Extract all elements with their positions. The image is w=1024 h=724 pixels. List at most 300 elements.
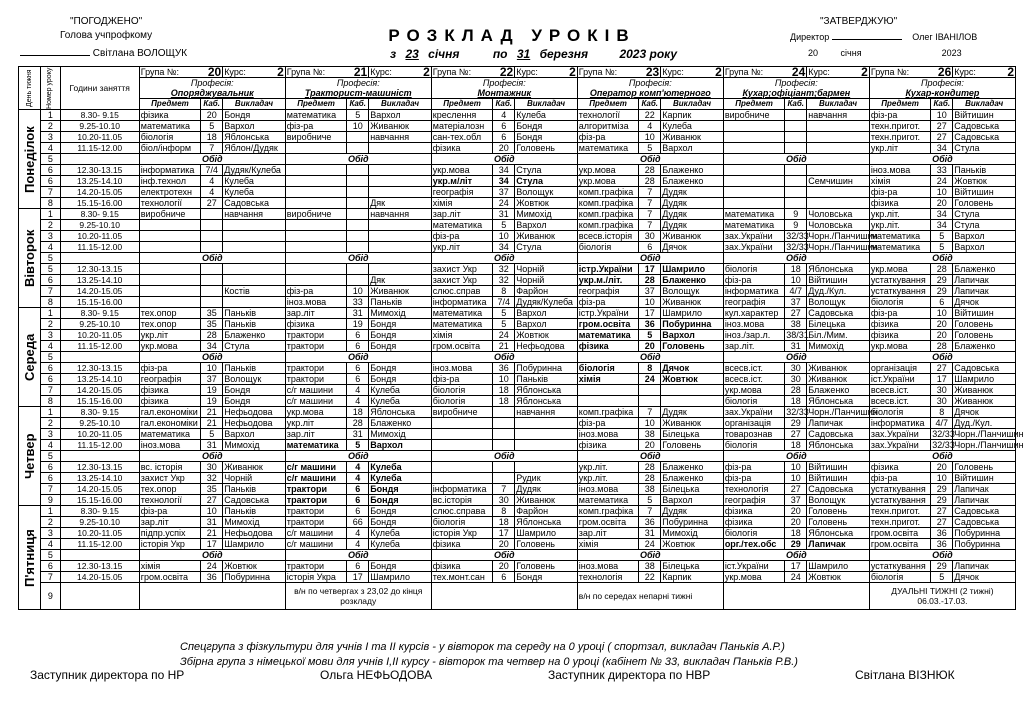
teacher-cell: Фарйон [515, 286, 578, 297]
room-cell [347, 231, 369, 242]
empty-cell [431, 583, 577, 610]
lesson-number: 7 [40, 286, 60, 297]
subject-cell: інформатика [431, 297, 492, 308]
subject-cell: всесв.іст. [869, 396, 930, 407]
subject-cell [723, 132, 784, 143]
room-cell: 24 [639, 374, 661, 385]
teacher-cell: Головень [807, 506, 870, 517]
teacher-cell: Садовська [807, 429, 870, 440]
profession-label: Професія: [628, 78, 672, 88]
lesson-row [19, 275, 1016, 286]
subject-cell: технології [577, 110, 638, 121]
lesson-time: 9.25-10.10 [60, 319, 139, 330]
room-cell: 20 [493, 539, 515, 550]
subject-cell: укр.літ [431, 242, 492, 253]
from-day: 23 [405, 47, 419, 61]
room-cell: 20 [639, 341, 661, 352]
teacher-cell: Бондя [369, 561, 432, 572]
room-cell: 5 [493, 220, 515, 231]
teacher-cell: Лапичак [807, 418, 870, 429]
teacher-cell: Яблонська [515, 396, 578, 407]
lesson-row [19, 572, 1016, 583]
day-column-header: День тижня [19, 67, 41, 110]
from-month: січня [428, 47, 460, 61]
room-cell: 17 [639, 264, 661, 275]
teacher-cell: Шамрило [661, 264, 724, 275]
teacher-cell: навчання [807, 110, 870, 121]
room-cell: 7 [639, 209, 661, 220]
room-cell: 4/7 [931, 418, 953, 429]
profession-cell [869, 78, 1015, 99]
room-cell: 38 [785, 319, 807, 330]
course-number: 2 [569, 65, 576, 79]
teacher-cell: Садовська [953, 517, 1016, 528]
subject-cell: укр.м/літ [431, 176, 492, 187]
lunch-cell: Обід [869, 352, 1015, 363]
subject-cell [431, 473, 492, 484]
approve-label: "ЗАТВЕРДЖУЮ" [820, 16, 898, 27]
subject-cell: комп.графіка [577, 187, 638, 198]
room-cell: 10 [785, 462, 807, 473]
room-cell: 5 [639, 495, 661, 506]
sig-left-role: Заступник директора по НР [30, 668, 185, 682]
teacher-cell: Садовська [223, 495, 286, 506]
subject-cell: математика [139, 121, 200, 132]
room-cell: 31 [639, 528, 661, 539]
room-cell: 24 [493, 198, 515, 209]
room-cell: 18 [785, 440, 807, 451]
room-cell: 27 [931, 121, 953, 132]
subject-cell: іноз./зар.л. [723, 330, 784, 341]
lesson-number: 7 [40, 187, 60, 198]
room-cell: 20 [785, 517, 807, 528]
room-cell [201, 209, 223, 220]
lesson-number: 4 [40, 143, 60, 154]
teacher-cell: Дячок [661, 242, 724, 253]
teacher-cell [223, 297, 286, 308]
teacher-cell: Живанюк [953, 385, 1016, 396]
room-cell: 6 [347, 561, 369, 572]
teacher-cell: Бондя [223, 110, 286, 121]
lesson-row [19, 352, 1016, 363]
subject-cell: математика [577, 143, 638, 154]
lesson-time: 9.25-10.10 [60, 517, 139, 528]
room-cell: 34 [931, 209, 953, 220]
lesson-time [60, 583, 139, 610]
subject-cell [577, 396, 638, 407]
teacher-cell: Паньків [369, 297, 432, 308]
subject-header: Предмет [869, 99, 930, 110]
teacher-cell: Війтишин [807, 275, 870, 286]
teacher-cell: Білецька [661, 561, 724, 572]
subject-cell [139, 297, 200, 308]
subject-cell: укр.мова [139, 341, 200, 352]
lesson-row [19, 264, 1016, 275]
subject-cell: біол/інформ [139, 143, 200, 154]
subject-cell: укр.літ [285, 418, 346, 429]
subject-cell: гром.освіта [577, 517, 638, 528]
profession-cell [577, 78, 723, 99]
teacher-cell: Волощук [223, 374, 286, 385]
subject-cell: географія [577, 286, 638, 297]
room-cell: 10 [785, 473, 807, 484]
room-cell [347, 275, 369, 286]
subject-cell [431, 418, 492, 429]
lesson-row [19, 220, 1016, 231]
room-cell: 10 [347, 121, 369, 132]
room-cell: 5 [931, 242, 953, 253]
room-cell: 35 [201, 319, 223, 330]
subject-cell: укр.літ. [577, 473, 638, 484]
room-cell: 24 [639, 539, 661, 550]
room-cell: 17 [201, 539, 223, 550]
lunch-time [60, 451, 139, 462]
teacher-cell [369, 264, 432, 275]
day-name: Вівторок [19, 209, 41, 308]
teacher-cell [369, 242, 432, 253]
teacher-cell: Білецька [661, 484, 724, 495]
room-cell: 36 [931, 539, 953, 550]
room-cell: 8 [493, 286, 515, 297]
subject-cell: фізика [139, 385, 200, 396]
subject-cell: всесв.іст. [869, 385, 930, 396]
profession-name: Монтажник [477, 88, 532, 98]
lesson-number: 2 [40, 220, 60, 231]
schedule-period [390, 47, 683, 61]
room-cell: 20 [931, 319, 953, 330]
group-number: 23 [645, 65, 660, 79]
room-cell: 10 [639, 418, 661, 429]
teacher-cell: Мимохід [515, 209, 578, 220]
approve-day: 20 [808, 48, 819, 58]
teacher-cell: Бондя [369, 517, 432, 528]
lunch-time [60, 154, 139, 165]
room-cell: 18 [201, 132, 223, 143]
teacher-cell: Побуринна [661, 319, 724, 330]
teacher-cell [807, 143, 870, 154]
course-label: Курс: [370, 67, 392, 77]
teacher-cell: Дудяк [661, 187, 724, 198]
room-cell: 66 [347, 517, 369, 528]
room-cell [201, 297, 223, 308]
profession-row [19, 78, 1016, 99]
profession-cell [723, 78, 869, 99]
subject-cell [723, 176, 784, 187]
teacher-cell: Мимохід [223, 517, 286, 528]
teacher-cell [369, 220, 432, 231]
group-label: Група №: [578, 67, 618, 77]
room-cell: 9 [785, 209, 807, 220]
subject-cell: зар.літ [285, 429, 346, 440]
teacher-cell: Чорн./Панчишин [954, 429, 1024, 439]
subject-cell [723, 165, 784, 176]
subject-cell: комп.графіка [577, 209, 638, 220]
group-number-cell [869, 67, 952, 78]
subject-cell: устаткування [869, 484, 930, 495]
subject-cell: трактори [285, 517, 346, 528]
lesson-row [19, 209, 1016, 220]
subject-cell [285, 176, 346, 187]
lesson-number: 2 [40, 517, 60, 528]
room-cell: 6 [347, 374, 369, 385]
teacher-cell: Вархол [515, 220, 578, 231]
lesson-number: 6 [40, 165, 60, 176]
room-cell [347, 176, 369, 187]
teacher-cell: Головень [953, 330, 1016, 341]
subject-cell: хімія [139, 561, 200, 572]
room-cell: 34 [493, 165, 515, 176]
subject-cell: фізика [139, 110, 200, 121]
teacher-cell: навчання [369, 209, 432, 220]
teacher-cell: Дуд./Кул. [953, 418, 1016, 429]
lesson-row [19, 363, 1016, 374]
lesson-number-header: Номер уроку [40, 67, 60, 110]
teacher-cell: Бондя [369, 495, 432, 506]
teacher-cell: Білецька [661, 429, 724, 440]
lesson-number: 3 [40, 429, 60, 440]
room-cell: 5 [201, 121, 223, 132]
room-cell: 4 [347, 385, 369, 396]
room-cell [785, 165, 807, 176]
subject-cell: укр.мова [577, 165, 638, 176]
dual-weeks-note [869, 583, 1015, 610]
subject-cell: фіз-ра [285, 286, 346, 297]
director-name: Олег ІВАНІЛОВ [912, 32, 978, 42]
teacher-cell: Рудик [515, 473, 578, 484]
teacher-cell: Живанюк [661, 132, 724, 143]
room-cell: 5 [639, 330, 661, 341]
teacher-cell [223, 220, 286, 231]
lesson-time: 9.25-10.10 [60, 121, 139, 132]
subject-cell: фіз-ра [285, 121, 346, 132]
subject-cell: біологія [723, 440, 784, 451]
room-cell [493, 429, 515, 440]
teacher-cell: Садовська [953, 363, 1016, 374]
teacher-cell: Живанюк [369, 121, 432, 132]
teacher-cell: Живанюк [661, 297, 724, 308]
teacher-cell: Війтишин [953, 187, 1016, 198]
course-number: 2 [1007, 65, 1014, 79]
room-cell: 24 [201, 561, 223, 572]
lesson-row [19, 165, 1016, 176]
lesson-number: 6 [40, 462, 60, 473]
subject-cell: с/г машини [285, 462, 346, 473]
subject-cell: фіз-ра [869, 473, 930, 484]
lunch-cell: Обід [139, 253, 285, 264]
teacher-cell: Волощук [661, 286, 724, 297]
teacher-cell: Яблон/Дудяк [223, 143, 286, 154]
teacher-cell [369, 231, 432, 242]
teacher-cell: Лапичак [807, 539, 870, 550]
teacher-cell: Карпик [661, 110, 724, 121]
room-cell [347, 187, 369, 198]
teacher-cell: Шамрило [953, 374, 1016, 385]
teacher-cell: Блаженко [369, 418, 432, 429]
subject-cell: фізика [723, 506, 784, 517]
group-number-cell [285, 67, 368, 78]
teacher-cell: Садовська [953, 132, 1016, 143]
room-cell [347, 209, 369, 220]
teacher-cell: Стула [515, 242, 578, 253]
subject-cell: захист Укр [431, 264, 492, 275]
room-cell: 7 [639, 506, 661, 517]
subject-cell: зах.України [723, 407, 784, 418]
room-cell: 18 [493, 517, 515, 528]
subject-cell: фіз-ра [577, 418, 638, 429]
teacher-cell: Чорн./Панчишин [808, 407, 878, 417]
subject-cell: інформатика [723, 286, 784, 297]
teacher-cell: Лапичак [953, 495, 1016, 506]
room-cell: 32/33 [786, 231, 809, 241]
course-label: Курс: [224, 67, 246, 77]
lesson-row [19, 517, 1016, 528]
lesson-row [19, 154, 1016, 165]
subject-cell: гал.економіки [139, 407, 200, 418]
day-name: П'ятниця [19, 506, 41, 610]
room-cell: 34 [201, 341, 223, 352]
lesson-number: 5 [40, 451, 60, 462]
teacher-cell: Мимохід [223, 440, 286, 451]
schedule-year: 2023 року [619, 47, 678, 61]
room-cell: 7 [639, 187, 661, 198]
room-cell: 27 [785, 484, 807, 495]
teacher-cell: Кулеба [661, 121, 724, 132]
teacher-cell: Дудяк/Кулеба [515, 297, 578, 308]
hours-header: Години заняття [60, 67, 139, 110]
subject-cell: с/г машини [285, 396, 346, 407]
teacher-cell: Вархол [223, 121, 286, 132]
teacher-cell: Шамрило [369, 572, 432, 583]
teacher-cell: Волощук [807, 297, 870, 308]
lesson-row [19, 396, 1016, 407]
lesson-time: 11.15-12.00 [60, 440, 139, 451]
room-cell: 6 [347, 484, 369, 495]
subject-cell: гром.освіта [139, 572, 200, 583]
lunch-time [60, 253, 139, 264]
lesson-number: 2 [40, 121, 60, 132]
lesson-number: 1 [40, 308, 60, 319]
teacher-cell [369, 176, 432, 187]
room-cell: 6 [347, 506, 369, 517]
subject-cell: фізика [869, 198, 930, 209]
room-cell: 18 [493, 396, 515, 407]
room-cell: 8 [639, 363, 661, 374]
lesson-number: 9 [40, 583, 60, 610]
teacher-cell: Костів [223, 286, 286, 297]
subject-cell: трактори [285, 495, 346, 506]
teacher-cell [369, 187, 432, 198]
room-cell: 34 [493, 176, 515, 187]
subject-header: Предмет [723, 99, 784, 110]
teacher-cell [807, 165, 870, 176]
lunch-cell: Обід [577, 154, 723, 165]
room-cell [347, 242, 369, 253]
lesson-row [19, 495, 1016, 506]
subject-cell: математика [431, 220, 492, 231]
lunch-cell: Обід [139, 451, 285, 462]
teacher-header: Викладач [953, 99, 1016, 110]
lesson-time: 12.30-13.15 [60, 165, 139, 176]
teacher-cell: Дудяк [515, 484, 578, 495]
room-cell: 37 [201, 374, 223, 385]
room-cell [347, 264, 369, 275]
course-cell [953, 67, 1016, 78]
room-cell: 20 [639, 440, 661, 451]
teacher-cell: Паньків [953, 165, 1016, 176]
lesson-row [19, 506, 1016, 517]
lunch-cell: Обід [723, 550, 869, 561]
subject-cell: інформатика [869, 418, 930, 429]
profession-name: Кухар-кондитер [905, 88, 980, 98]
teacher-cell: Бондя [369, 319, 432, 330]
lesson-time: 10.20-11.05 [60, 132, 139, 143]
teacher-cell [369, 165, 432, 176]
teacher-cell: Паньків [223, 308, 286, 319]
room-cell: 20 [785, 506, 807, 517]
lesson-number: 7 [40, 484, 60, 495]
room-cell: 5 [493, 319, 515, 330]
room-cell: 28 [639, 275, 661, 286]
room-cell [785, 176, 807, 187]
room-cell: 6 [639, 242, 661, 253]
subject-cell: сан-тех.обл [431, 132, 492, 143]
room-cell: 6 [347, 363, 369, 374]
profession-name: Оператор комп'ютерного [589, 88, 711, 98]
lesson-row [19, 451, 1016, 462]
teacher-cell: Вархол [515, 308, 578, 319]
subject-cell: історія Укр [139, 539, 200, 550]
lesson-number: 2 [40, 418, 60, 429]
subject-cell: вс.історія [431, 495, 492, 506]
course-cell [807, 67, 870, 78]
room-cell: 5 [931, 572, 953, 583]
room-cell: 37 [785, 495, 807, 506]
teacher-cell: Кулеба [223, 187, 286, 198]
subject-cell: трактори [285, 363, 346, 374]
empty-cell [723, 583, 869, 610]
teacher-cell: Блаженко [661, 275, 724, 286]
teacher-cell: Паньків [223, 484, 286, 495]
lunch-cell: Обід [431, 352, 577, 363]
subject-cell: математика [869, 231, 930, 242]
room-cell: 5 [931, 231, 953, 242]
room-cell: 4 [201, 187, 223, 198]
room-cell: 31 [201, 440, 223, 451]
teacher-cell: Головень [953, 462, 1016, 473]
teacher-cell: Блаженко [661, 165, 724, 176]
teacher-cell: Живанюк [661, 231, 724, 242]
room-cell: 36 [639, 517, 661, 528]
room-cell [639, 396, 661, 407]
subject-cell: хімія [577, 374, 638, 385]
room-cell: 32/33 [932, 440, 955, 450]
subject-cell: фізика [577, 440, 638, 451]
teacher-cell: Кулеба [515, 110, 578, 121]
room-cell: 10 [785, 275, 807, 286]
teacher-cell: Головень [953, 198, 1016, 209]
room-cell: 4/7 [785, 286, 807, 297]
teacher-cell: Дудяк/Кулеба [223, 165, 286, 176]
subject-cell: зах.України [869, 440, 930, 451]
lunch-cell: Обід [723, 154, 869, 165]
day-name: Четвер [19, 407, 41, 506]
subject-cell: всесв.історія [577, 231, 638, 242]
subject-cell: укр.літ [139, 330, 200, 341]
room-cell: 17 [639, 308, 661, 319]
lunch-cell: Обід [577, 352, 723, 363]
subject-cell: слюс.справ [431, 286, 492, 297]
lunch-cell: Обід [285, 550, 431, 561]
